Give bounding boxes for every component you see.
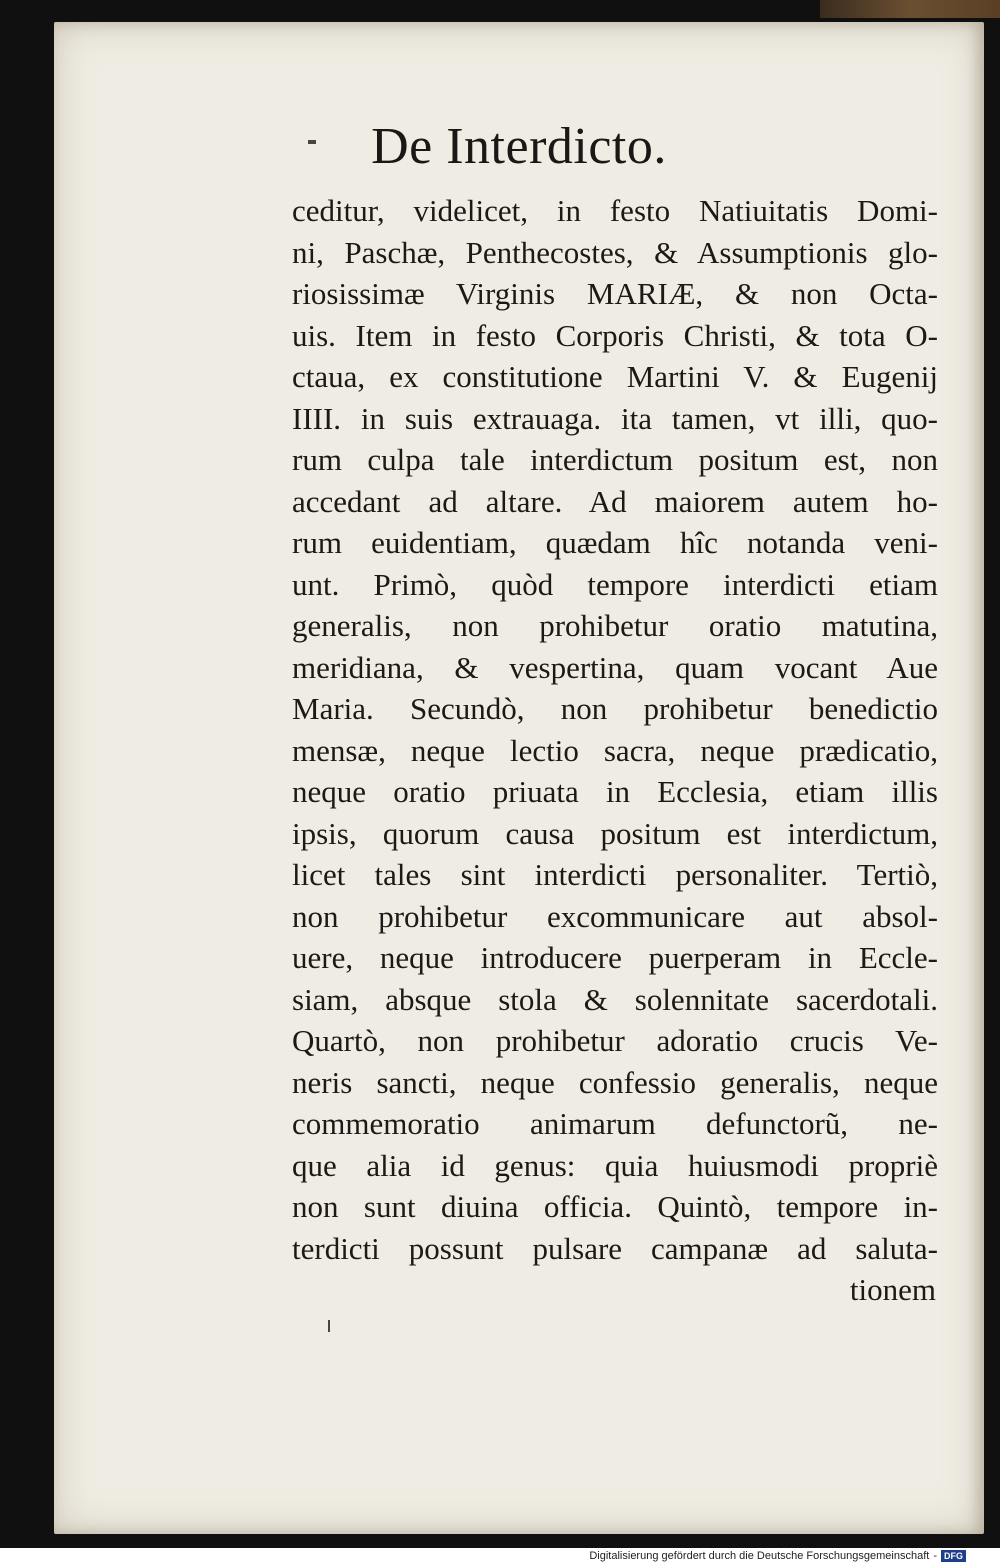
text-line: accedant ad altare. Ad maiorem autem ho-: [292, 483, 938, 519]
book-edge: [820, 0, 1000, 18]
text-line: ipsis, quorum causa positum est interdictum,: [292, 815, 938, 851]
book-page: [54, 22, 984, 1534]
text-line: uere, neque introducere puerperam in Eccle-: [292, 940, 938, 975]
text-line: siam, absque stola & solennitate sacerdotali.: [292, 981, 938, 1017]
text-line: neque oratio priuata in Ecclesia, etiam illis: [292, 774, 938, 809]
credit-separator: -: [933, 1550, 937, 1562]
text-line: rum culpa tale interdictum positum est, non: [292, 442, 938, 477]
text-line: uis. Item in festo Corporis Christi, & tota O-: [292, 317, 938, 353]
text-line: rum euidentiam, quædam hîc notanda veni-: [292, 525, 938, 560]
text-line: non sunt diuina officia. Quintò, tempore in-: [292, 1189, 938, 1224]
text-line: terdicti possunt pulsare campanæ ad saluta-: [292, 1230, 938, 1266]
credit-text: Digitalisierung gefördert durch die Deutsche Forschungsgemeinschaft: [589, 1550, 930, 1562]
ink-mark: [308, 140, 316, 144]
catchword: tionem: [849, 1272, 936, 1307]
text-line: meridiana, & vespertina, quam vocant Aue: [292, 649, 938, 685]
body-text: [292, 190, 938, 1311]
ink-mark: [328, 1320, 330, 1332]
text-line: que alia id genus: quia huiusmodi propriè: [292, 1147, 938, 1183]
running-head: De Interdicto.: [371, 118, 667, 175]
text-line: non prohibetur excommunicare aut absol-: [292, 898, 938, 934]
text-line: neris sancti, neque confessio generalis, neque: [292, 1064, 938, 1100]
dfg-logo: DFG: [941, 1550, 966, 1562]
text-line: Quartò, non prohibetur adoratio crucis Ve-: [292, 1023, 938, 1058]
text-line: licet tales sint interdicti personaliter. Tertiò,: [292, 857, 938, 892]
text-line: unt. Primò, quòd tempore interdicti etiam: [292, 566, 938, 602]
text-line: commemoratio animarum defunctorũ, ne-: [292, 1106, 938, 1141]
text-line: riosissimæ Virginis MARIÆ, & non Octa-: [292, 276, 938, 311]
digitization-credit: [589, 1549, 966, 1563]
text-line: ctaua, ex constitutione Martini V. & Eugenij: [292, 359, 938, 394]
text-line: IIII. in suis extrauaga. ita tamen, vt illi, quo-: [292, 400, 938, 436]
text-line: ceditur, videlicet, in festo Natiuitatis Domi-: [292, 193, 938, 228]
text-line: mensæ, neque lectio sacra, neque prædicatio,: [292, 732, 938, 768]
text-line: Maria. Secundò, non prohibetur benedictio: [292, 691, 938, 726]
text-line: generalis, non prohibetur oratio matutina,: [292, 608, 938, 643]
text-line: ni, Paschæ, Penthecostes, & Assumptionis glo-: [292, 234, 938, 270]
